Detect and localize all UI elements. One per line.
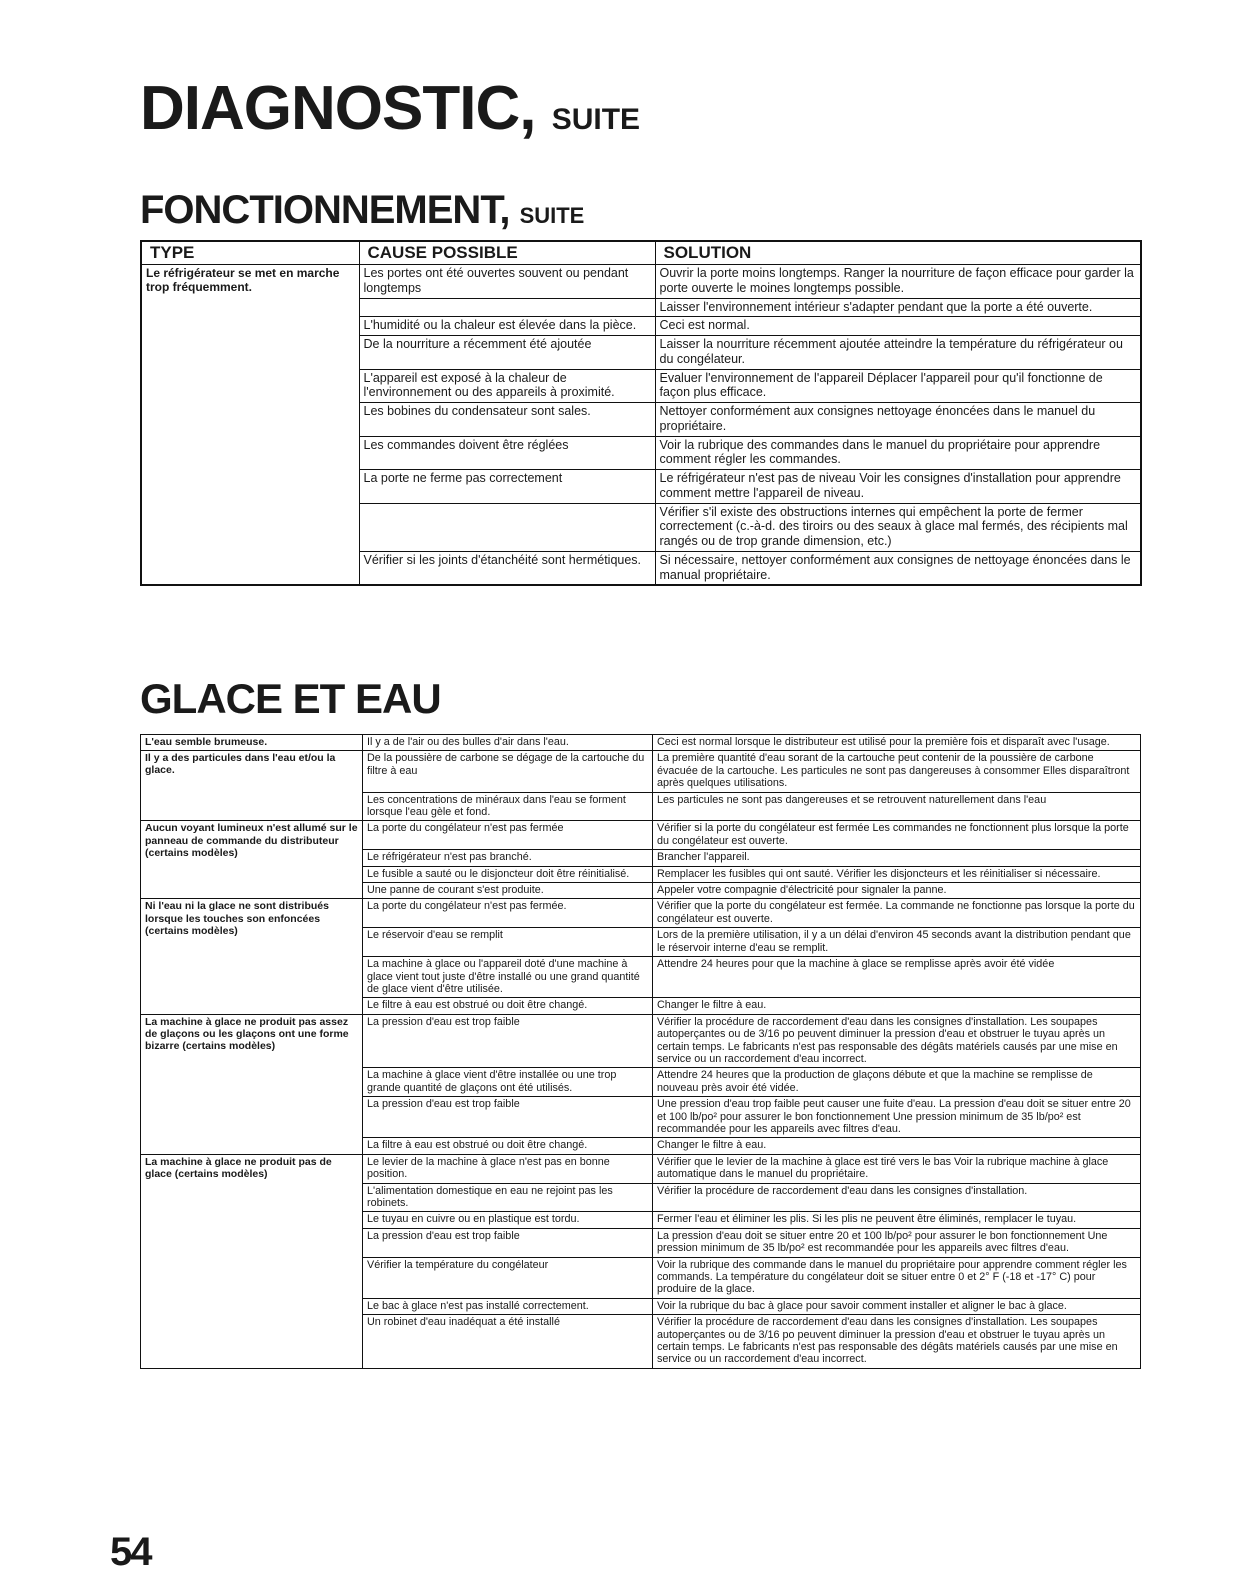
solution: Vérifier la procédure de raccordement d'eau dans les consignes d'installation. Les soupapes autoperçantes ou de 3/16 po peuvent diminuer la pression d'eau et obstruer le tuyau après un certain temps. Le fabricants n'est pas responsable des dégâts matériels causés par une mise en service ou un raccordement d'eau incorrect. [653,1315,1141,1369]
possible-cause: De la poussière de carbone se dégage de la cartouche du filtre à eau [363,751,653,792]
possible-cause: Les portes ont été ouvertes souvent ou pendant longtemps [359,265,655,299]
possible-cause: Le bac à glace n'est pas installé correctement. [363,1298,653,1314]
solution: Vérifier si la porte du congélateur est fermée Les commandes ne fonctionnent plus lorsque la porte du congélateur est ouverte. [653,821,1141,850]
solution: Changer le filtre à eau. [653,998,1141,1014]
solution: Une pression d'eau trop faible peut causer une fuite d'eau. La pression d'eau doit se situer entre 20 et 100 lb/po² pour assurer le bon fonctionnement Une pression minimum de 35 lb/po² est recommandée pour les appareils avec filtres d'eau. [653,1097,1141,1138]
solution: La pression d'eau doit se situer entre 20 et 100 lb/po² pour assurer le bon fonctionnement Une pression minimum de 35 lb/po² est recommandée pour les appareils avec filtres d'eau. [653,1228,1141,1257]
possible-cause: De la nourriture a récemment été ajoutée [359,336,655,370]
possible-cause: Il y a de l'air ou des bulles d'air dans l'eau. [363,735,653,751]
header-type: TYPE [141,241,359,265]
solution: Vérifier que la porte du congélateur est fermée. La commande ne fonctionne pas lorsque la porte du congélateur est ouverte. [653,899,1141,928]
possible-cause: La pression d'eau est trop faible [363,1014,653,1068]
header-cause: CAUSE POSSIBLE [359,241,655,265]
possible-cause: Le tuyau en cuivre ou en plastique est tordu. [363,1212,653,1228]
possible-cause [359,298,655,317]
solution: Lors de la première utilisation, il y a un délai d'environ 45 seconds avant la distribution pendant que le réservoir interne d'eau se remplit. [653,928,1141,957]
problem-type: Aucun voyant lumineux n'est allumé sur le panneau de commande du distributeur (certains modèles) [141,821,363,899]
solution: Evaluer l'environnement de l'appareil Déplacer l'appareil pour qu'il fonctionne de façon plus efficace. [655,369,1141,403]
solution: Fermer l'eau et éliminer les plis. Si les plis ne peuvent être éliminés, remplacer le tuyau. [653,1212,1141,1228]
solution: Ceci est normal lorsque le distributeur est utilisé pour la première fois et disparaît avec l'usage. [653,735,1141,751]
problem-type: Le réfrigérateur se met en marche trop fréquemment. [141,265,359,586]
problem-type: L'eau semble brumeuse. [141,735,363,751]
possible-cause: La porte du congélateur n'est pas fermée [363,821,653,850]
solution: Brancher l'appareil. [653,850,1141,866]
possible-cause: La pression d'eau est trop faible [363,1097,653,1138]
solution: Vérifier la procédure de raccordement d'eau dans les consignes d'installation. Les soupapes autoperçantes ou de 3/16 po peuvent diminuer la pression d'eau et obstruer le tuyau après un certain temps. Le fabricants n'est pas responsable des dégâts matériels causés par une mise en service ou un raccordement d'eau incorrect. [653,1014,1141,1068]
section-title-main: GLACE ET EAU [140,675,441,722]
possible-cause: Un robinet d'eau inadéquat a été installé [363,1315,653,1369]
troubleshooting-table-glace-eau [140,734,1141,1369]
possible-cause: L'humidité ou la chaleur est élevée dans la pièce. [359,317,655,336]
possible-cause: Vérifier si les joints d'étanchéité sont hermétiques. [359,551,655,585]
table-header-row [141,241,1141,265]
possible-cause: La porte du congélateur n'est pas fermée. [363,899,653,928]
solution: Voir la rubrique des commande dans le manuel du propriétaire pour apprendre comment régler les commands. La température du congélateur doit se situer entre 0 et 2° F (-18 et -17° C) pour produire de la glace. [653,1257,1141,1298]
possible-cause: Le filtre à eau est obstrué ou doit être changé. [363,998,653,1014]
possible-cause: Une panne de courant s'est produite. [363,883,653,899]
table-body [141,735,1141,1369]
table-body [141,265,1141,586]
solution: Attendre 24 heures que la production de glaçons débute et que la machine se remplisse de nouveau près avoir été vidée. [653,1068,1141,1097]
possible-cause: Le réfrigérateur n'est pas branché. [363,850,653,866]
possible-cause: Le réservoir d'eau se remplit [363,928,653,957]
possible-cause: Les bobines du condensateur sont sales. [359,403,655,437]
section-title-fonctionnement [140,190,584,230]
solution: Ouvrir la porte moins longtemps. Ranger la nourriture de façon efficace pour garder la porte ouverte le moines longtemps possible. [655,265,1141,299]
solution: Vérifier que le levier de la machine à glace est tiré vers le bas Voir la rubrique machine à glace automatique dans le manuel du propriétaire. [653,1154,1141,1183]
solution: Vérifier la procédure de raccordement d'eau dans les consignes d'installation. [653,1183,1141,1212]
possible-cause: Vérifier la température du congélateur [363,1257,653,1298]
solution: La première quantité d'eau sorant de la cartouche peut contenir de la poussière de carbone évacuée de la cartouche. Les particules ne sont pas dangereuses à consommer Elles disparaîtront après quelques utilisations. [653,751,1141,792]
solution: Voir la rubrique du bac à glace pour savoir comment installer et aligner le bac à glace. [653,1298,1141,1314]
solution: Attendre 24 heures pour que la machine à glace se remplisse après avoir été vidée [653,957,1141,998]
page-title-main: DIAGNOSTIC, [140,74,536,143]
possible-cause [359,503,655,551]
table-row [141,735,1141,751]
header-solution: SOLUTION [655,241,1141,265]
troubleshooting-table-fonctionnement [140,240,1142,586]
solution: Laisser la nourriture récemment ajoutée atteindre la température du réfrigérateur ou du congélateur. [655,336,1141,370]
possible-cause: La filtre à eau est obstrué ou doit être changé. [363,1138,653,1154]
section-title-main: FONCTIONNEMENT, [140,188,510,232]
possible-cause: Le fusible a sauté ou le disjoncteur doit être réinitialisé. [363,866,653,882]
solution: Si nécessaire, nettoyer conformément aux consignes de nettoyage énoncées dans le manual propriétaire. [655,551,1141,585]
section-title-glace-et-eau [140,675,441,722]
possible-cause: L'appareil est exposé à la chaleur de l'environnement ou des appareils à proximité. [359,369,655,403]
possible-cause: Les concentrations de minéraux dans l'eau se forment lorsque l'eau gèle et fond. [363,792,653,821]
table-row [141,1154,1141,1183]
solution: Nettoyer conformément aux consignes nettoyage énoncées dans le manuel du propriétaire. [655,403,1141,437]
solution: Ceci est normal. [655,317,1141,336]
possible-cause: La pression d'eau est trop faible [363,1228,653,1257]
solution: Changer le filtre à eau. [653,1138,1141,1154]
problem-type: Il y a des particules dans l'eau et/ou la glace. [141,751,363,821]
problem-type: La machine à glace ne produit pas assez de glaçons ou les glaçons ont une forme bizarre (certains modèles) [141,1014,363,1154]
solution: Appeler votre compagnie d'électricité pour signaler la panne. [653,883,1141,899]
table-row [141,821,1141,850]
possible-cause: Les commandes doivent être réglées [359,436,655,470]
solution: Remplacer les fusibles qui ont sauté. Vérifier les disjoncteurs et les réinitialiser si nécessaire. [653,866,1141,882]
solution: Le réfrigérateur n'est pas de niveau Voir les consignes d'installation pour apprendre comment mettre l'appareil de niveau. [655,470,1141,504]
problem-type: Ni l'eau ni la glace ne sont distribués lorsque les touches son enfoncées (certains modèles) [141,899,363,1014]
table-row [141,751,1141,792]
table-row [141,265,1141,299]
table-row [141,1014,1141,1068]
solution: Voir la rubrique des commandes dans le manuel du propriétaire pour apprendre comment régler les commandes. [655,436,1141,470]
possible-cause: La porte ne ferme pas correctement [359,470,655,504]
possible-cause: La machine à glace vient d'être installée ou une trop grande quantité de glaçons ont été utilisés. [363,1068,653,1097]
solution: Laisser l'environnement intérieur s'adapter pendant que la porte a été ouverte. [655,298,1141,317]
page-title [140,74,641,143]
possible-cause: Le levier de la machine à glace n'est pas en bonne position. [363,1154,653,1183]
problem-type: La machine à glace ne produit pas de glace (certains modèles) [141,1154,363,1368]
table-row [141,899,1141,928]
possible-cause: L'alimentation domestique en eau ne rejoint pas les robinets. [363,1183,653,1212]
page-title-suffix: SUITE [551,103,641,136]
solution: Les particules ne sont pas dangereuses et se retrouvent naturellement dans l'eau [653,792,1141,821]
page-number: 54 [110,1530,151,1574]
possible-cause: La machine à glace ou l'appareil doté d'une machine à glace vient tout juste d'être installé ou une grand quantité de glace vient d'être utilisée. [363,957,653,998]
solution: Vérifier s'il existe des obstructions internes qui empêchent la porte de fermer correctement (c.-à-d. des tiroirs ou des seaux à glace mal fermés, des récipients mal rangés ou de trop grande dimension, etc.) [655,503,1141,551]
section-title-suffix: SUITE [519,203,585,228]
